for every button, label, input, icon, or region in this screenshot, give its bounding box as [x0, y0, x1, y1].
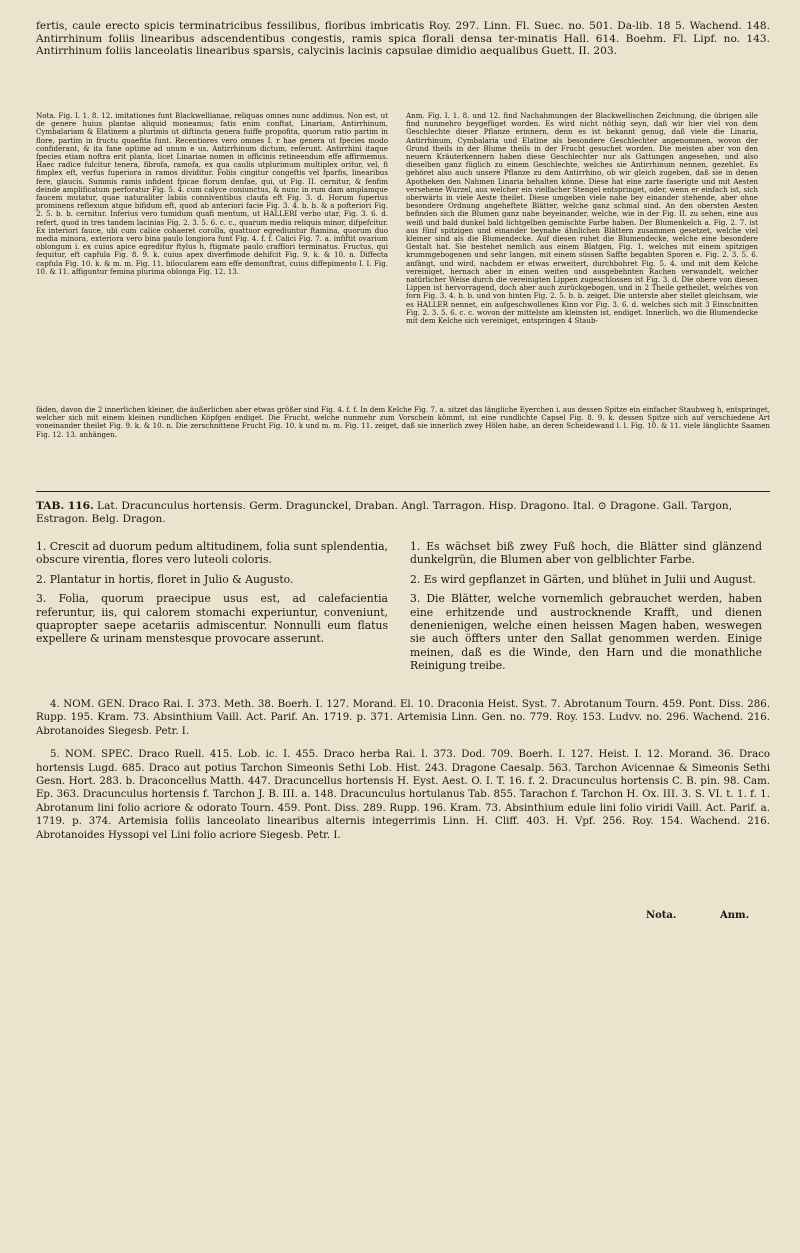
- book-page: [36, 0, 770, 1253]
- tab-number: TAB. 116.: [36, 500, 94, 512]
- german-note-continuation: fäden, davon die 2 innerlichen kleiner, die äußerlichen aber etwas größer sind Fig. 4. f. f. In dem Kelche Fig. 7. a. sitzet das längliche Eyerchen i. aus dessen Spitze ein einfacher Staubweg h, entspringet, welcher sich mit einem kleinen rundlichen Köpfgen endiget. Die Frucht, welche nunmehr zum Vorschein kömmt, ist eine rundlichte Capsel Fig. 8. 9. k. dessen Spitze sich auf verschiedene Art voneinander theilet Fig. 9. k. & 10. n. Die zerschnittene Frucht Fig. 10. k und m. m. Fig. 11. zeiget, daß sie innerlich zwey Hölen habe, an deren Scheidewand l. l. Fig. 10. & 11. viele länglichte Saamen Fig. 12. 13. anhängen.: [36, 405, 770, 439]
- catchword-latin: Nota.: [646, 910, 677, 921]
- latin-note: Nota. Fig. I. 1. 8. 12. imitationes funt Blackwellianae, reliquas omnes nunc addimus. Non est, ut de genere huius plantae aliquid moneamus; fatis enim conftat, Linariam, Antirrhinum, Cymbalariam & Elatinem a plurimis ut diftincta genera fuiffe propofita, quorum ratio partim in flore, partim in fructu quaefita funt. Recentiores vero omnes I. r hae genera ut fpecies modo confiderant, & ita fane optime ad unum e us, Antirrhinum dictum, referunt. Antirrhini itaque fpecies etiam noftra erit planta, licet Linariae nomen in officinis retineendum effe affirmemus. Haec radice fulcitur tenera, fibrofa, ramofa, ex qua caulis utplurimum multiplex oritur, vel, fi fimplex eft, verfus fuperiora in ramos dividitur. Foliis cingitur congeftis vel fparfis, linearibus fere, glaucis. Summis ramis infident fpicae florum denfae, qui, ut Fig. II. cernitur, & fenfim deinde amplificatum perforatur Fig. 5. 4. cum calyce coniunctus, & nunc in rum dam amplamque faucem mutatur, quae naturaliter labiis conniventibus claufa eft Fig. 3. d. Horum fuperius prominens reflexum atque bifidum eft, quod ab anteriori facie Fig. 3. 4. b. b. & a pofteriori Fig. 2. 5. b. b. cernitur. Inferius vero tumidum quafi mentum, ut HALLERI verbo utar, Fig. 3. 6. d. refert, quod in tres tandem lacinias Fig. 2. 3. 5. 6. c. c., quarum media reliquis minor, difpefcitur. Ex interiori fauce, ubi cum calice cohaeret corolla, quattuor egrediuntur ftamina, quorum duo media minora, exteriora vero bina paulo longiora funt Fig. 4. f. f. Calici Fig. 7. a. infiftit ovarium oblongum i. ex cuius apice egreditur ftylus h, ftigmate paulo craffiori terminatus. Fructus, qui fequitur, eft capfula Fig. 8. 9. k. cuius apex diverfimode dehifcit Fig. 9. k. & 10. n. Diffecta capfula Fig. 10. k. & m. m. Fig. 11. bilocularem eam effe demonftrat, cuius diffepimento I. I. Fig. 10. & 11. affiguntur femina plurima oblonga Fig. 12. 13.: [36, 111, 388, 276]
- section-divider: [36, 491, 770, 492]
- tab-names: Lat. Dracunculus hortensis. Germ. Dragunckel, Draban. Angl. Tarragon. Hisp. Dragono. Ital. ⊙ Dragone. Gall. Targon, Estragon. Belg. Dragon.: [36, 500, 733, 525]
- latin-numbered-column: [36, 540, 388, 652]
- tab-heading: [36, 500, 770, 525]
- nom-spec-paragraph: 5. NOM. SPEC. Draco Ruell. 415. Lob. ic. I. 455. Draco herba Rai. I. 373. Dod. 709. Boerh. I. 127. Heist. I. 12. Morand. 36. Draco hortensis Lugd. 685. Draco aut potius Tarchon Simeonis Sethi Lob. Hist. 243. Dragone Caesalp. 563. Tarchon Avicennae & Simeonis Sethi Gesn. Hort. 283. b. Draconcellus Matth. 447. Dracuncellus hortensis H. Eyst. Aest. O. I. T. 16. f. 2. Dracunculus hortensis C. B. pin. 98. Cam. Ep. 363. Dracunculus hortensis f. Tarchon J. B. III. a. 148. Dracunculus hortulanus Tab. 855. Tarachon f. Tarchon H. Ox. III. 3. S. VI. t. 1. f. 1. Abrotanum lini folio acriore & odorato Tourn. 459. Pont. Diss. 289. Rupp. 196. Kram. 73. Absinthium edule lini folio viridi Vaill. Act. Parif. a. 1719. p. 374. Artemisia foliis lanceolato linearibus alternis integerrimis Linn. H. Cliff. 403. H. Vpf. 256. Roy. 154. Wachend. 216. Abrotanoides Hyssopi vel Lini folio acriore Siegesb. Petr. I.: [36, 749, 770, 841]
- latin-item-3: 3. Folia, quorum praecipue usus est, ad calefacientia referuntur, iis, qui calorem stomachi experiuntur, conveniunt, quapropter saepe acetariis admiscentur. Nonnulli eum flatus expellere & urinam menstesque provocare asserunt.: [36, 592, 388, 646]
- german-item-2: 2. Es wird gepflanzet in Gärten, und blühet in Julii und August.: [410, 572, 756, 586]
- german-numbered-column: [410, 540, 762, 679]
- german-note: Anm. Fig. I. 1. 8. und 12. find Nachahmungen der Blackwellischen Zeichnung, die übrigen alle find nunmehro beygefüget worden. Es wird nicht nöthig seyn, daß wir hier viel von dem Geschlechte dieser Pflanze erinnern, denn es ist bekannt genug, daß viele die Linaria, Antirrhinum, Cymbalaria und Elatine als besondere Geschlechter angenommen, wovon der Grund theils in der Blume theils in der Frucht gesuchet worden. Die meisten aber von den neuern Kräuterkennern haben diese Geschlechter nur als Gattungen angesehen, und also dieselben ganz füglich zu einem Geschlechte, welches sie Antirrhinum nennen, gezehlet. Es gehöret also auch unsere Pflanze zu dem Antirrhino, ob wir gleich zugeben, daß sie in denen Apotheken den Nahmen Linaria behalten könne. Diese hat eine zarte faserigte und mit Aesten versehene Wurzel, aus welcher ein vielfacher Stengel entspringet, oder, wenn er einfach ist, sich oberwärts in viele Aeste theilet. Diese umgeben viele nahe bey einander stehende, aber ohne besondere Ordnung angeheftete Blätter, welche ganz schmal sind. An den obersten Aesten befinden sich die Blumen ganz nahe beyeinander, welche, wie in der Fig. II. zu sehen, eine aus weiß und bald dunkel bald lichtgelben gemischte Farbe haben. Der Blumenkelch a. Fig. 2. 7. ist aus fünf spitzigen und einander beynahe ähnlichen Blättern zusammen gesetzet, welche viel kleiner sind als die Blumendecke. Auf diesen ruhet die Blumendecke, welche eine besondere Gestalt hat. Sie bestehet nemlich aus einem Blatgen, Fig. 1. welches mit einem spitzigen krummgebogenen und sehr langen, mit einem süssen Saffte begabten Sporen e. Fig. 2. 3. 5. 6. anfängt, und wird, nachdem er etwas erweitert, durchbohret Fig. 5. 4. und mit dem Kelche vereiniget, hernach aber in einen weiten und ausgebehnten Rachen verwandelt, welcher natürlicher Weise durch die vereinigten Lippen zugeschlossen ist Fig. 3. d. Die obere von diesen Lippen ist hervorragend, doch aber auch zurückgebogen, und in 2 Theile getheilet, welches von forn Fig. 3. 4. b. b. und von hinten Fig. 2. 5. b. b. zeiget. Die unterste aber stellet gleichsam, wie es HALLER nennet, ein aufgeschwollenes Kinn vor Fig. 3. 6. d. welches sich mit 3 Einschnitten Fig. 2. 3. 5. 6. c. c. wovon der mittelste am kleinsten ist, endiget. Innerlich, wo die Blumendecke mit dem Kelche sich vereiniget, entspringen 4 Staub-: [406, 111, 758, 326]
- latin-item-2: 2. Plantatur in hortis, floret in Julio & Augusto.: [36, 572, 294, 586]
- nom-gen-paragraph: 4. NOM. GEN. Draco Rai. I. 373. Meth. 38. Boerh. I. 127. Morand. El. 10. Draconia Heist. Syst. 7. Abrotanum Tourn. 459. Pont. Diss. 286. Rupp. 195. Kram. 73. Absinthium Vaill. Act. Parif. An. 1719. p. 371. Artemisia Linn. Gen. no. 779. Roy. 153. Ludvv. no. 296. Wachend. 216. Abrotanoides Siegesb. Petr. I.: [36, 699, 770, 737]
- synonym-section: [36, 698, 770, 852]
- latin-item-1: 1. Crescit ad duorum pedum altitudinem, folia sunt splendentia, obscure virentia, flores vero luteoli coloris.: [36, 540, 388, 567]
- german-item-1: 1. Es wächset biß zwey Fuß hoch, die Blätter sind glänzend dunkelgrün, die Blumen aber von gelblichter Farbe.: [410, 540, 762, 567]
- catchword-german: Anm.: [720, 910, 750, 921]
- continued-synonym-text: fertis, caule erecto spicis terminatricibus fessilibus, floribus imbricatis Roy. 297. Linn. Fl. Suec. no. 501. Da-lib. 18 5. Wachend. 148. Antirrhinum foliis linearibus adscendentibus congestis, ramis spica florali densa ter-minatis Hall. 614. Boehm. Fl. Lipf. no. 143. Antirrhinum foliis lanceolatis linearibus sparsis, calycinis lacinis capsulae dimidio aequalibus Guett. II. 203.: [36, 20, 770, 58]
- german-item-3: 3. Die Blätter, welche vornemlich gebrauchet werden, haben eine erhitzende und austrocknende Krafft, und dienen denenienigen, welche einen heissen Magen haben, weswegen sie auch öffters unter den Sallat genommen werden. Einige meinen, daß es die Winde, den Harn und die monathliche Reinigung treibe.: [410, 592, 762, 673]
